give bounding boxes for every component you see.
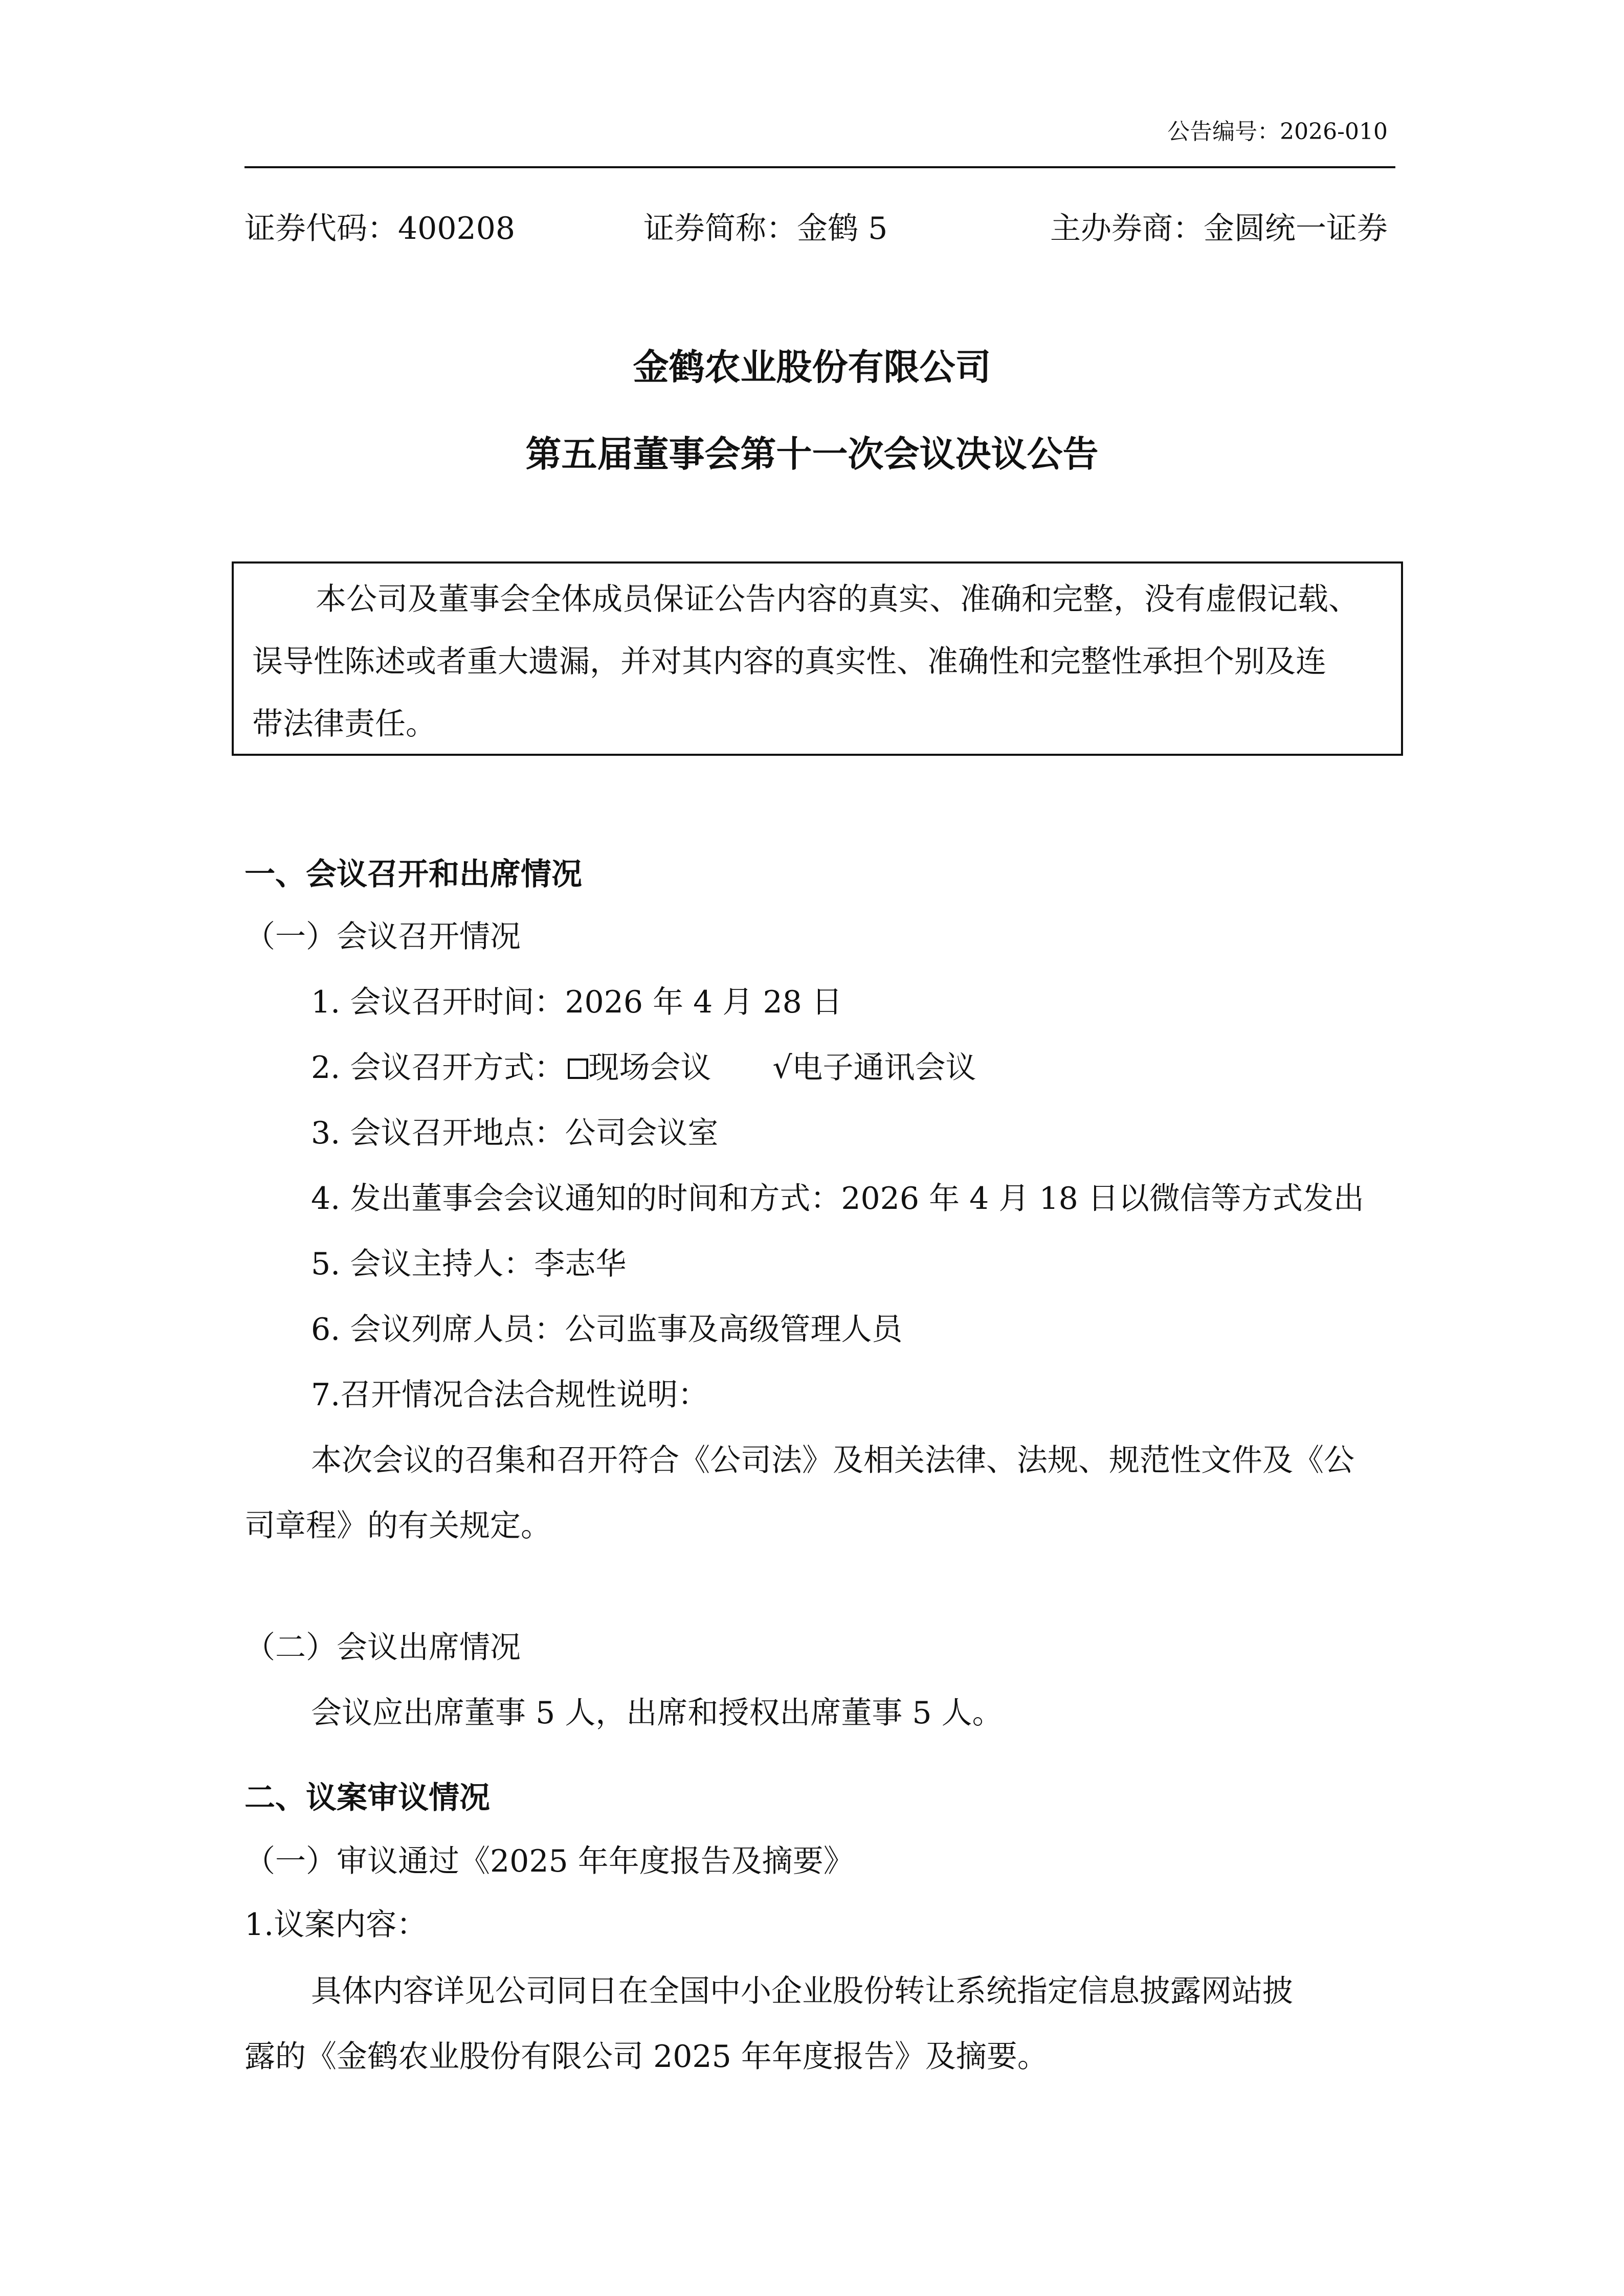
- meeting-method-onsite: 现场会议: [588, 1050, 711, 1086]
- meeting-time: 1. 会议召开时间：2026 年 4 月 28 日: [311, 984, 842, 1020]
- meeting-host: 5. 会议主持人：李志华: [311, 1246, 627, 1282]
- notice-time-method: 4. 发出董事会会议通知的时间和方式：2026 年 4 月 18 日以微信等方式发出: [311, 1181, 1364, 1217]
- proposal-content-line-1: 具体内容详见公司同日在全国中小企业股份转让系统指定信息披露网站披: [311, 1973, 1293, 2009]
- section-1-sub-2-heading: （二）会议出席情况: [244, 1630, 521, 1665]
- compliance-text-line-1: 本次会议的召集和召开符合《公司法》及相关法律、法规、规范性文件及《公: [311, 1443, 1354, 1478]
- unchecked-box-icon: [568, 1059, 588, 1079]
- security-short-name: 证券简称：金鹤 5: [643, 211, 888, 246]
- proposal-content-label: 1.议案内容：: [244, 1907, 428, 1943]
- section-1-sub-1-heading: （一）会议召开情况: [244, 919, 521, 955]
- attendance-text: 会议应出席董事 5 人，出席和授权出席董事 5 人。: [311, 1695, 1003, 1731]
- security-code: 证券代码：400208: [244, 211, 516, 246]
- disclaimer-line-1: 本公司及董事会全体成员保证公告内容的真实、准确和完整，没有虚假记载、: [316, 581, 1359, 617]
- proposal-content-line-2: 露的《金鹤农业股份有限公司 2025 年年度报告》及摘要。: [244, 2039, 1048, 2075]
- meeting-attendees: 6. 会议列席人员：公司监事及高级管理人员: [311, 1312, 903, 1347]
- header-rule: [244, 166, 1395, 168]
- meeting-method-electronic: √电子通讯会议: [772, 1050, 976, 1086]
- meeting-location: 3. 会议召开地点：公司会议室: [311, 1115, 719, 1151]
- company-title: 金鹤农业股份有限公司: [633, 346, 991, 388]
- notice-number: 公告编号：2026-010: [1167, 119, 1388, 145]
- section-2-sub-1-heading: （一）审议通过《2025 年年度报告及摘要》: [244, 1843, 854, 1879]
- disclaimer-line-3: 带法律责任。: [252, 706, 436, 742]
- meeting-method: [311, 1046, 976, 1089]
- compliance-heading: 7.召开情况合法合规性说明：: [311, 1377, 709, 1413]
- compliance-text-line-2: 司章程》的有关规定。: [244, 1508, 551, 1544]
- meeting-method-label: 2. 会议召开方式：: [311, 1050, 565, 1086]
- disclaimer-box: [232, 561, 1403, 756]
- sponsor-broker: 主办券商：金圆统一证券: [1050, 211, 1388, 246]
- section-2-heading: 二、议案审议情况: [244, 1780, 490, 1816]
- disclaimer-line-2: 误导性陈述或者重大遗漏，并对其内容的真实性、准确性和完整性承担个别及连: [252, 644, 1326, 680]
- announcement-title: 第五届董事会第十一次会议决议公告: [525, 433, 1099, 475]
- section-1-heading: 一、会议召开和出席情况: [244, 857, 582, 892]
